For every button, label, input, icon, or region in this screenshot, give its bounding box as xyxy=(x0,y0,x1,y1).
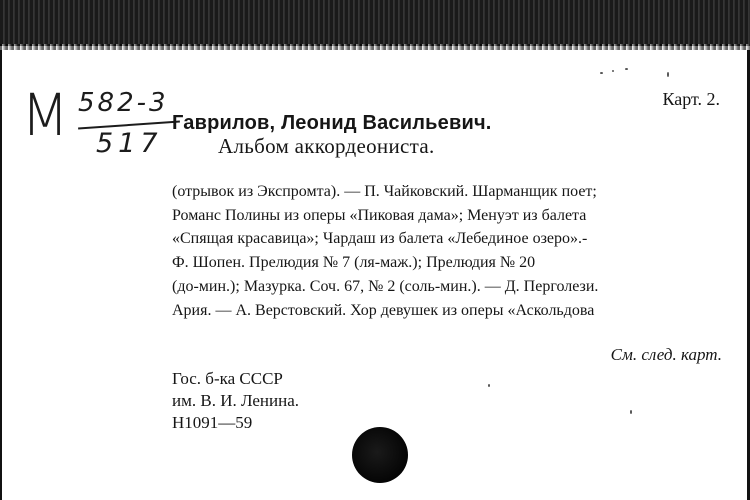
work-title: Альбом аккордеониста. xyxy=(218,134,435,158)
contents-line: «Спящая красавица»; Чардаш из балета «Лебединое озеро».- xyxy=(172,230,588,248)
shelfmark-number-bottom: 517 xyxy=(96,128,163,159)
library-imprint xyxy=(172,368,299,434)
contents-line: Ф. Шопен. Прелюдия № 7 (ля-маж.); Прелюдия № 20 xyxy=(172,254,536,272)
library-code: Н1091—59 xyxy=(172,413,253,432)
shelfmark-number-top: 582-3 xyxy=(78,88,169,118)
scan-speck xyxy=(600,72,603,74)
scan-speck xyxy=(488,384,490,387)
contents-line: (отрывок из Экспромта). — П. Чайковский. Шарманщик поет; xyxy=(172,183,597,200)
scan-speck xyxy=(667,72,669,77)
contents-note xyxy=(172,180,724,322)
scan-speck xyxy=(630,410,632,414)
shelfmark xyxy=(18,81,178,176)
card-number: Карт. 2. xyxy=(662,89,720,109)
see-next-card: См. след. карт. xyxy=(610,345,722,364)
card-left-edge xyxy=(0,50,2,500)
punch-hole xyxy=(352,427,408,483)
shelfmark-letter: M xyxy=(21,81,69,149)
scan-top-band xyxy=(0,0,750,46)
scan-speck xyxy=(625,68,628,70)
library-dedication: им. В. И. Ленина. xyxy=(172,391,300,410)
library-name: Гос. б-ка СССР xyxy=(172,369,283,388)
contents-line: Ария. — А. Верстовский. Хор девушек из оперы «Аскольдова xyxy=(172,301,595,319)
author-heading: Гаврилов, Леонид Васильевич. xyxy=(172,112,492,134)
scan-top-edge xyxy=(0,44,750,50)
contents-line: (до-мин.); Мазурка. Соч. 67, № 2 (соль-мин.). — Д. Перголези. xyxy=(172,277,599,295)
contents-line: Романс Полины из оперы «Пиковая дама»; Менуэт из балета xyxy=(172,206,587,224)
scan-speck xyxy=(612,70,614,72)
